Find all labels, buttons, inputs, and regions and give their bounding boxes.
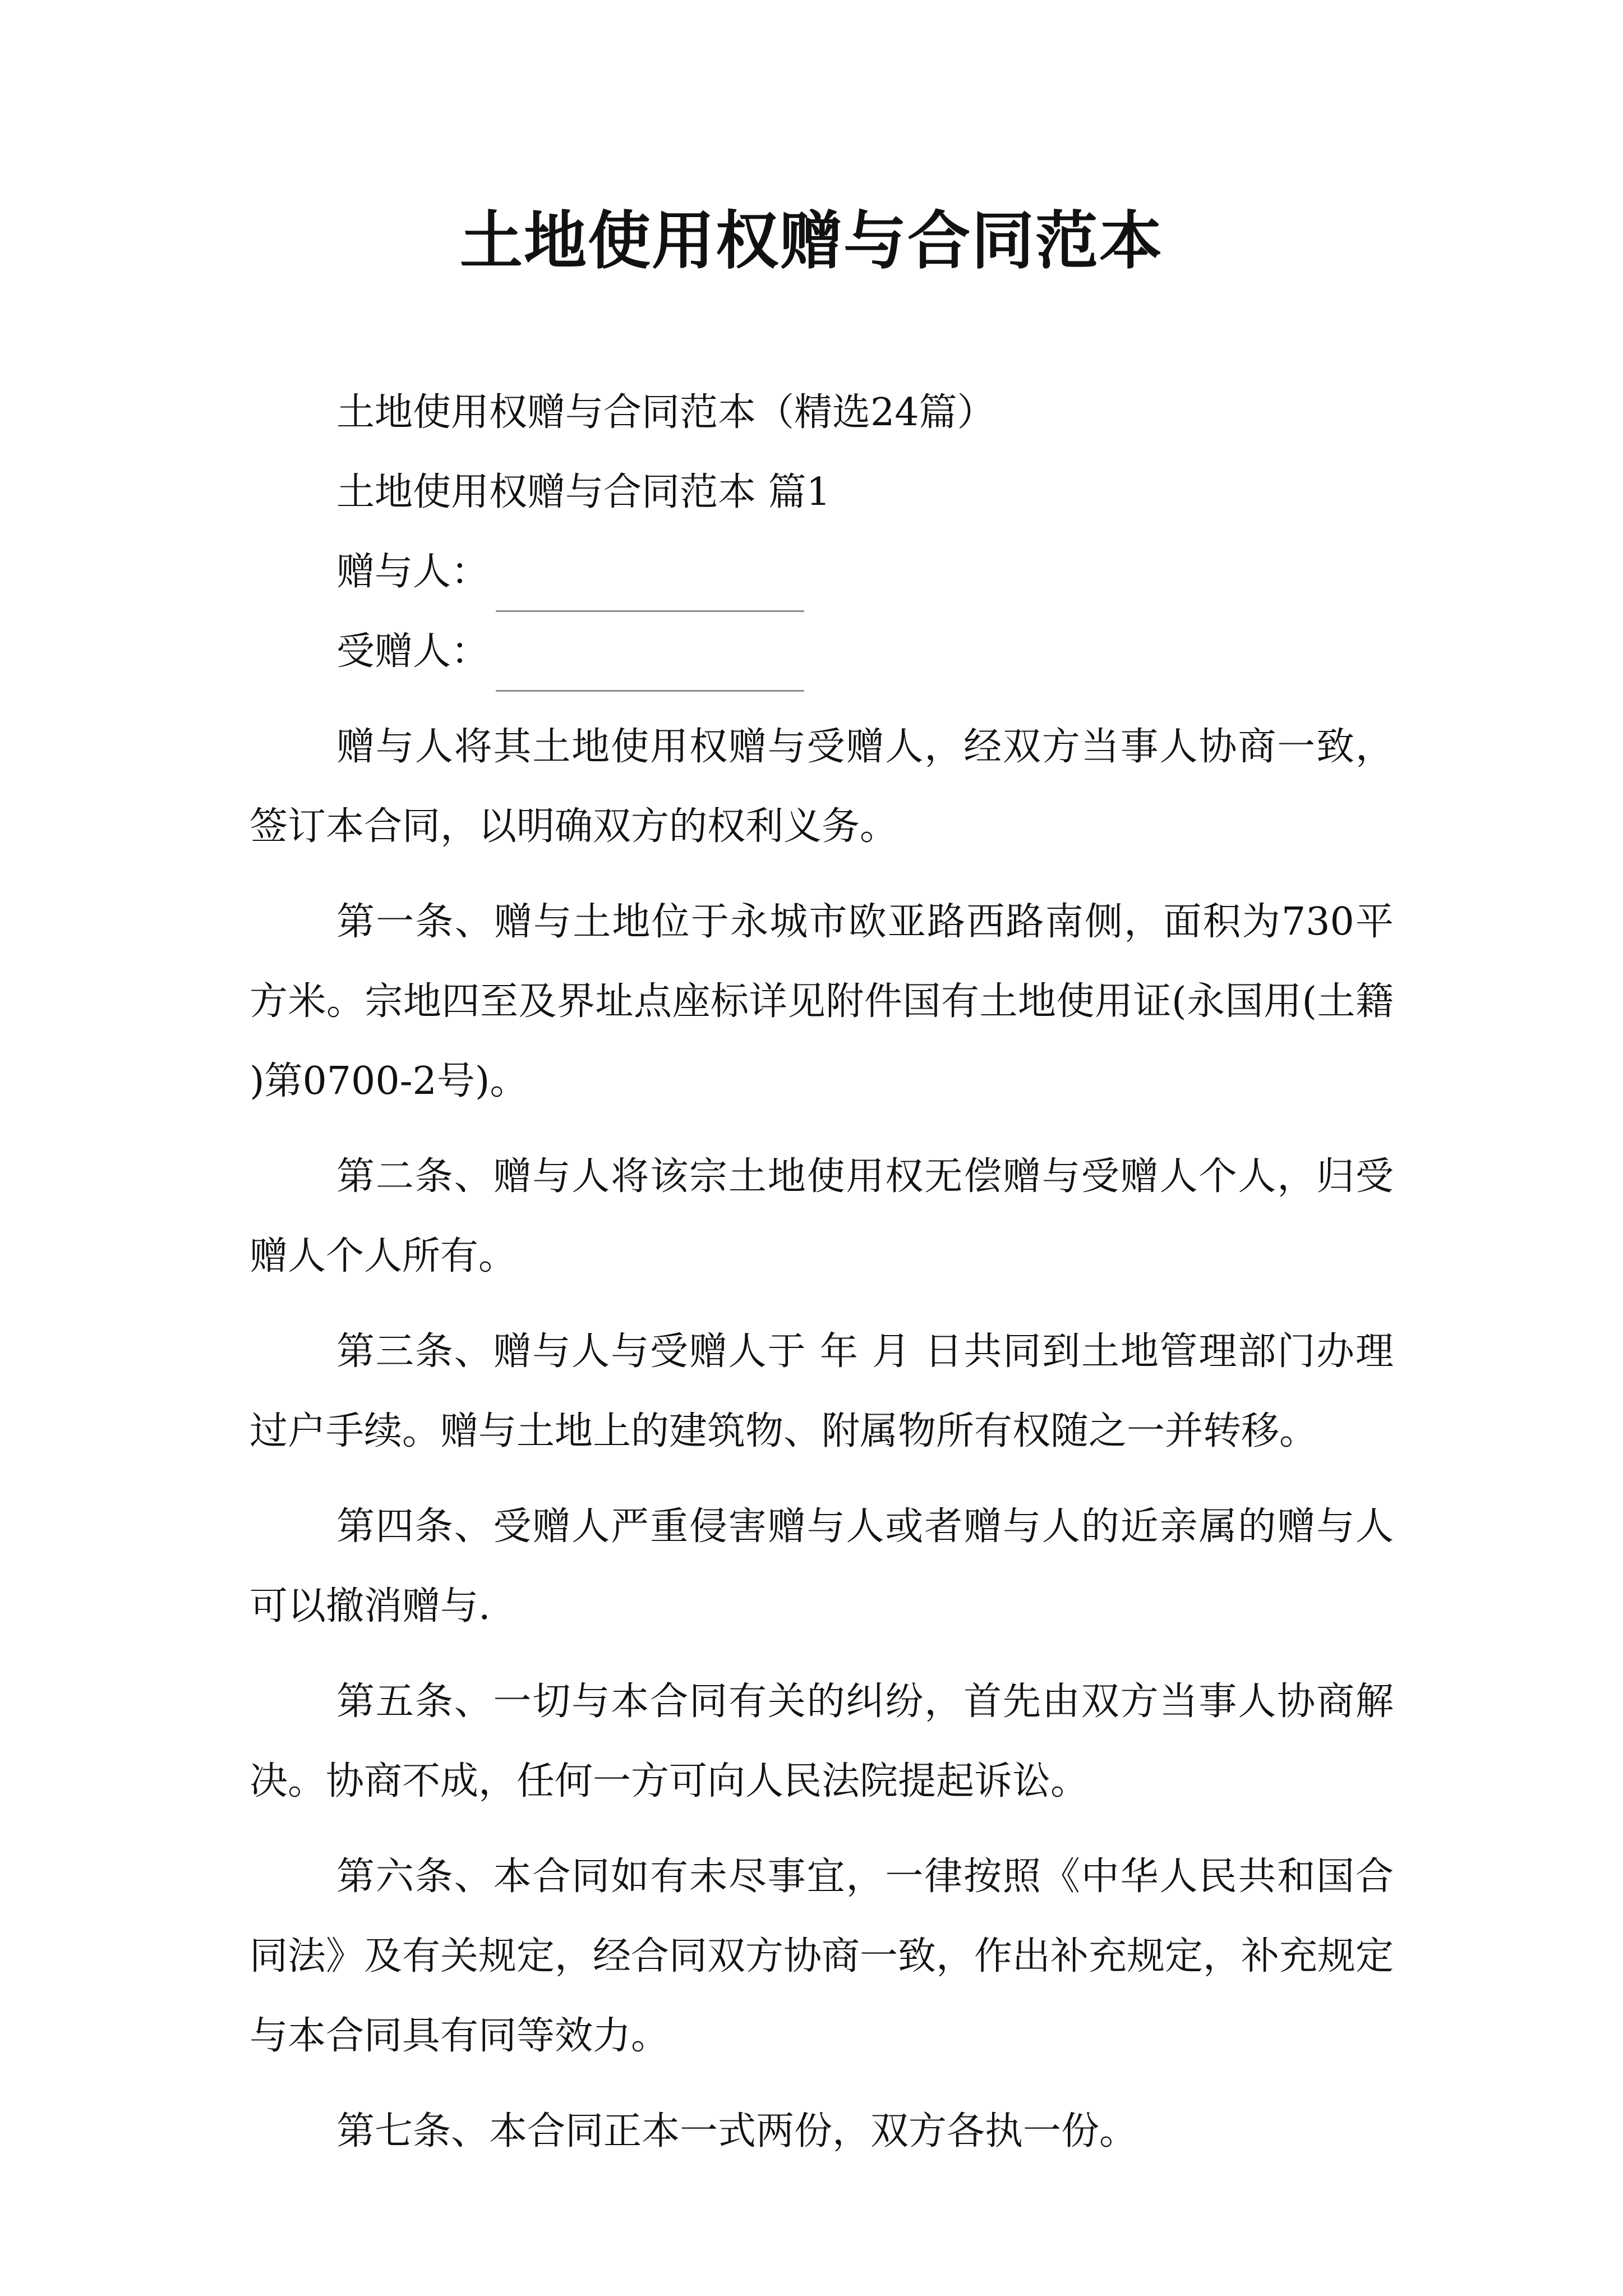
document-subtitle: 土地使用权赠与合同范本（精选24篇）	[336, 390, 995, 435]
donor-field	[250, 532, 1394, 612]
donee-label: 受赠人：	[336, 629, 490, 674]
donor-label: 赠与人：	[336, 550, 490, 594]
document-body	[250, 373, 1394, 2171]
clause-7-paragraph: 第七条、本合同正本一式两份，双方各执一份。	[336, 2109, 1138, 2154]
intro-paragraph: 赠与人将其土地使用权赠与受赠人，经双方当事人协商一致，签订本合同，以明确双方的权利义务。	[250, 725, 1394, 849]
donor-blank-line	[496, 564, 804, 612]
clause-5-paragraph: 第五条、一切与本合同有关的纠纷，首先由双方当事人协商解决。协商不成，任何一方可向人民法院提起诉讼。	[250, 1680, 1394, 1803]
clause-2-paragraph: 第二条、赠与人将该宗土地使用权无偿赠与受赠人个人，归受赠人个人所有。	[250, 1154, 1394, 1278]
section-heading: 土地使用权赠与合同范本 篇1	[336, 470, 831, 514]
clause-1-paragraph: 第一条、赠与土地位于永城市欧亚路西路南侧，面积为730平方米。宗地四至及界址点座标详见附件国有土地使用证(永国用(土籍)第0700-2号)。	[250, 900, 1394, 1103]
clause-6-paragraph: 第六条、本合同如有未尽事宜，一律按照《中华人民共和国合同法》及有关规定，经合同双方协商一致，作出补充规定，补充规定与本合同具有同等效力。	[250, 1855, 1394, 2058]
donee-field	[250, 612, 1394, 692]
clause-3-paragraph: 第三条、赠与人与受赠人于 年 月 日共同到土地管理部门办理过户手续。赠与土地上的建筑物、附属物所有权随之一并转移。	[250, 1329, 1394, 1453]
clause-4-paragraph: 第四条、受赠人严重侵害赠与人或者赠与人的近亲属的赠与人可以撤消赠与.	[250, 1504, 1394, 1628]
document-title: 土地使用权赠与合同范本	[460, 205, 1163, 278]
donee-blank-line	[496, 644, 804, 692]
